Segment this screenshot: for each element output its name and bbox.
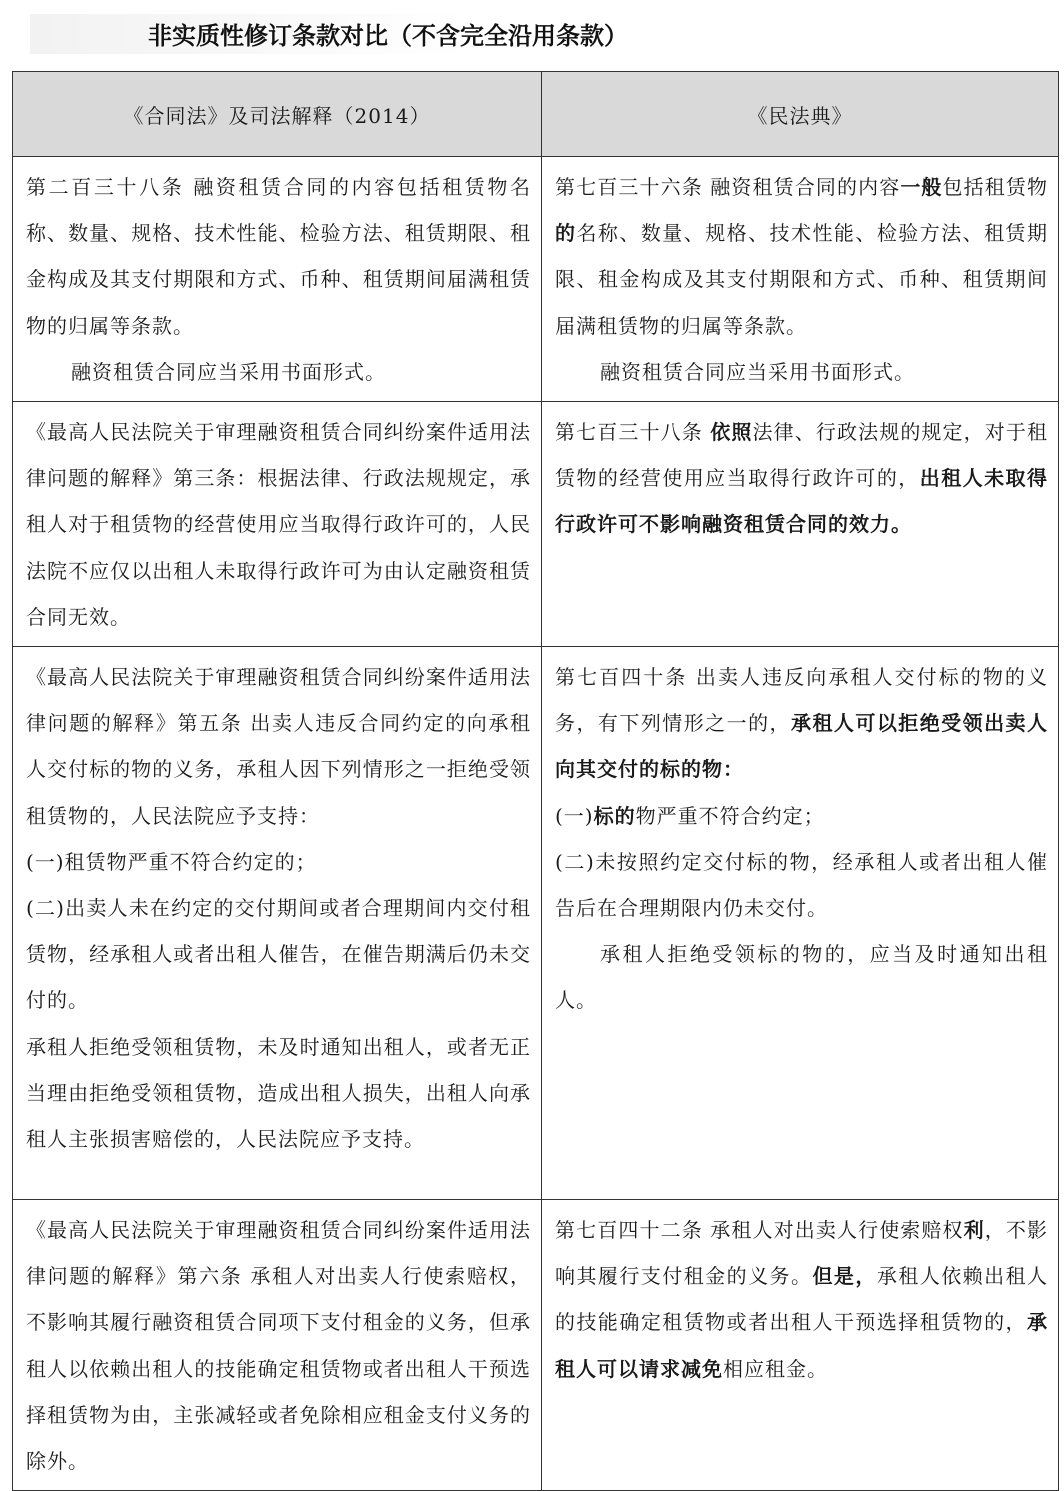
row1-right-cell: [542, 157, 1059, 402]
row3-left-cell: [13, 647, 542, 1200]
row3-left-p2: (一)租赁物严重不符合约定的；: [26, 849, 317, 874]
row1-left-cell: [13, 157, 542, 402]
header-right: [542, 72, 1059, 157]
row3-right-p3: (二)未按照约定交付标的物，经承租人或者出租人催告后在合理期限内仍未交付。: [555, 849, 1048, 921]
row2-left-cell: [13, 402, 542, 647]
header-left-label: 《合同法》及司法解释（2014）: [123, 103, 431, 128]
row3-left-p3: (二)出卖人未在约定的交付期间或者合理期间内交付租赁物，经承租人或者出租人催告，在催告期满后仍未交付的。: [26, 896, 531, 1013]
row1-right-p1: 第七百三十六条 融资租赁合同的内容一般包括租赁物的名称、数量、规格、技术性能、检验方法、租赁期限、租金构成及其支付期限和方式、币种、租赁期间届满租赁物的归属等条款。: [555, 175, 1049, 338]
row2-left-p1: 《最高人民法院关于审理融资租赁合同纠纷案件适用法律问题的解释》第三条：根据法律、行政法规规定，承租人对于租赁物的经营使用应当取得行政许可的，人民法院不应仅以出租人未取得行政许可为由认定融资租赁合同无效。: [26, 420, 531, 629]
row4-right-p1: 第七百四十二条 承租人对出卖人行使索赔权利，不影响其履行支付租金的义务。但是，承租人依赖出租人的技能确定租赁物或者出租人干预选择租赁物的，承租人可以请求减免相应租金。: [555, 1218, 1049, 1381]
row2-right-p1: 第七百三十八条 依照法律、行政法规的规定，对于租赁物的经营使用应当取得行政许可的，出租人未取得行政许可不影响融资租赁合同的效力。: [555, 420, 1049, 537]
page-title: 非实质性修订条款对比（不含完全沿用条款）: [148, 22, 628, 50]
table-row: [13, 402, 1059, 647]
comparison-table: [12, 71, 1059, 1491]
row3-left-p1: 《最高人民法院关于审理融资租赁合同纠纷案件适用法律问题的解释》第五条 出卖人违反合同约定的向承租人交付标的物的义务，承租人因下列情形之一拒绝受领租赁物的，人民法院应予支持：: [26, 665, 531, 828]
row2-right-cell: [542, 402, 1059, 647]
row1-right-p2: 融资租赁合同应当采用书面形式。: [600, 359, 915, 384]
header-right-label: 《民法典》: [747, 103, 853, 128]
row3-right-p4: 承租人拒绝受领标的物的，应当及时通知出租人。: [555, 942, 1048, 1013]
row1-left-p2: 融资租赁合同应当采用书面形式。: [71, 359, 386, 384]
row3-right-p2: (一)标的物严重不符合约定；: [555, 803, 825, 828]
row3-right-p1: 第七百四十条 出卖人违反向承租人交付标的物的义务，有下列情形之一的，承租人可以拒绝受领出卖人向其交付的标的物：: [555, 665, 1048, 782]
row4-right-cell: [542, 1200, 1059, 1491]
row1-left-p1: 第二百三十八条 融资租赁合同的内容包括租赁物名称、数量、规格、技术性能、检验方法、租赁期限、租金构成及其支付期限和方式、币种、租赁期间届满租赁物的归属等条款。: [26, 175, 531, 338]
table-row: [13, 1200, 1059, 1491]
table-row: [13, 157, 1059, 402]
row4-left-p1: 《最高人民法院关于审理融资租赁合同纠纷案件适用法律问题的解释》第六条 承租人对出卖人行使索赔权，不影响其履行融资租赁合同项下支付租金的义务，但承租人以依赖出租人的技能确定租赁物或者出租人干预选择租赁物为由，主张减轻或者免除相应租金支付义务的除外。: [26, 1218, 531, 1474]
table-row: [13, 647, 1059, 1200]
row3-right-cell: [542, 647, 1059, 1200]
row4-left-cell: [13, 1200, 542, 1491]
row3-left-p4: 承租人拒绝受领租赁物，未及时通知出租人，或者无正当理由拒绝受领租赁物，造成出租人损失，出租人向承租人主张损害赔偿的，人民法院应予支持。: [26, 1034, 531, 1152]
table-header-row: [13, 72, 1059, 157]
header-left: [13, 72, 542, 157]
